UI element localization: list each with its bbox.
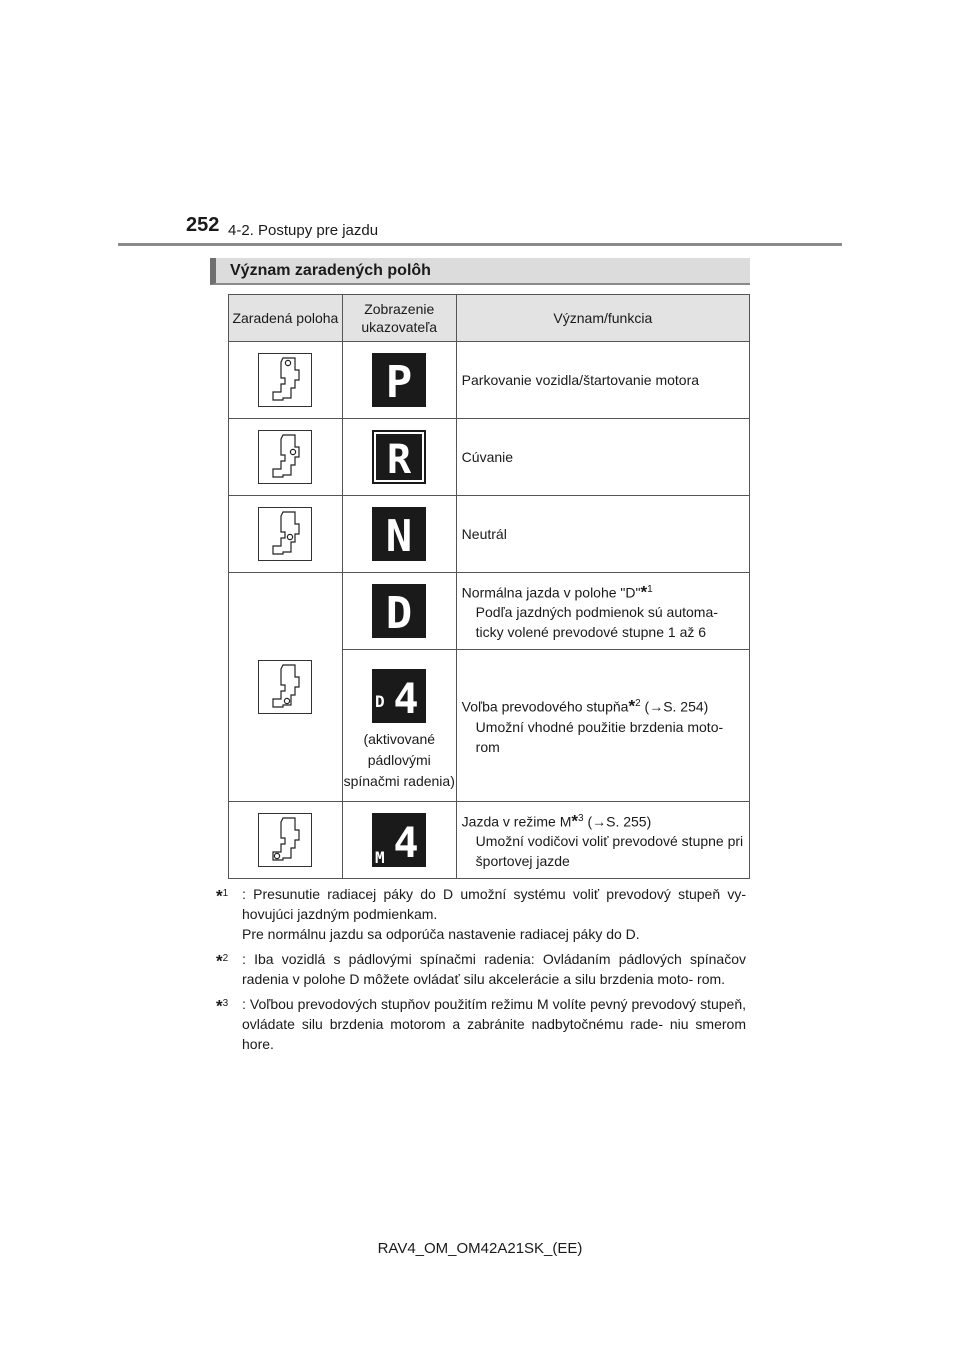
shift-position-cell [229, 573, 343, 802]
svg-text:4: 4 [393, 674, 419, 723]
svg-text:R: R [387, 437, 412, 483]
table-row [229, 496, 750, 573]
header-rule [118, 243, 842, 246]
meaning-title: Normálna jazda v polohe "D"*$^1$ [461, 582, 653, 602]
shift-position-cell [229, 496, 343, 573]
meaning-detail: Umožní vodičovi voliť prevodové stupne pri športovej jazde [475, 833, 744, 870]
indicator-cell [342, 650, 456, 802]
indicator-cell [342, 802, 456, 879]
footnote [216, 884, 746, 944]
svg-text:4: 4 [393, 818, 419, 867]
table-row [229, 802, 750, 879]
footnote-mark: *$^3$ [216, 996, 229, 1016]
shift-position-cell [229, 802, 343, 879]
footnote-text: : Iba vozidlá s pádlovými spínačmi radenia: Ovládaním pádlových spínačov radenia v polohe D môžete ovládať silu akcelerácie a silu brzdenia moto- rom. [242, 951, 746, 987]
column-header: Zaradená poloha [229, 295, 343, 342]
page-number: 252 [186, 214, 220, 236]
shift-gate-n-icon [258, 507, 312, 561]
indicator-cell [342, 419, 456, 496]
footnote-text: : Voľbou prevodových stupňov použitím režimu M volíte pevný prevodový stupeň, ovládate silu brzdenia motorom a zabránite nadbytočnému rade- niu smerom hore. [242, 996, 746, 1052]
indicator-display-n-icon [372, 507, 426, 561]
section-title: Význam zaradených polôh [230, 262, 431, 279]
shift-gate-r-icon [258, 430, 312, 484]
indicator-cell [342, 573, 456, 650]
indicator-display-d4-icon [372, 669, 426, 723]
section-title-bar [210, 258, 750, 285]
indicator-caption: (aktivované pádlovými spínačmi radenia) [343, 731, 455, 789]
footnote-text: Pre normálnu jazdu sa odporúča nastavenie radiacej páky do D. [242, 926, 640, 942]
shift-position-cell [229, 342, 343, 419]
footer-doc-code: RAV4_OM_OM42A21SK_(EE) [377, 1240, 583, 1257]
section-header: 4-2. Postupy pre jazdu [228, 222, 379, 239]
meaning-cell [456, 802, 749, 879]
column-header: Význam/funkcia [456, 295, 749, 342]
svg-text:P: P [385, 357, 413, 407]
table-row [229, 573, 750, 650]
indicator-cell [342, 496, 456, 573]
shift-gate-p-icon [258, 353, 312, 407]
meaning-detail: Podľa jazdných podmienok sú automa- ticky volené prevodové stupne 1 až 6 [475, 604, 718, 641]
svg-text:M: M [375, 848, 385, 867]
meaning-title: Voľba prevodového stupňa*$^2$ (→S. 254) [461, 696, 709, 716]
indicator-cell [342, 342, 456, 419]
svg-text:N: N [385, 511, 413, 561]
svg-text:D: D [385, 588, 413, 638]
column-header: Zobrazenie ukazovateľa [342, 295, 456, 342]
indicator-display-d-icon [372, 584, 426, 638]
indicator-display-r-icon [372, 430, 426, 484]
shift-position-cell [229, 419, 343, 496]
meaning-title: Jazda v režime M*$^3$ (→S. 255) [461, 811, 652, 831]
footnotes [216, 884, 746, 1059]
indicator-display-m4-icon [372, 813, 426, 867]
meaning-detail: Umožní vhodné použitie brzdenia moto- rom [475, 718, 724, 755]
meaning-cell: Neutrál [456, 496, 749, 573]
indicator-display-p-icon [372, 353, 426, 407]
table-header-row [229, 295, 750, 342]
footnote-text: : Presunutie radiacej páky do D umožní systému voliť prevodový stupeň vy- hovujúci jazdným podmienkam. [242, 886, 746, 922]
gear-positions-table [228, 294, 750, 879]
meaning-cell: Parkovanie vozidla/štartovanie motora [456, 342, 749, 419]
table-row [229, 419, 750, 496]
meaning-cell [456, 650, 749, 802]
footnote-mark: *$^1$ [216, 886, 229, 906]
footnote [216, 994, 746, 1054]
footnote-mark: *$^2$ [216, 951, 229, 971]
shift-gate-d-icon [258, 660, 312, 714]
svg-text:D: D [375, 692, 385, 711]
footnote [216, 949, 746, 989]
shift-gate-m-icon [258, 813, 312, 867]
meaning-cell: Cúvanie [456, 419, 749, 496]
meaning-cell [456, 573, 749, 650]
table-row [229, 342, 750, 419]
